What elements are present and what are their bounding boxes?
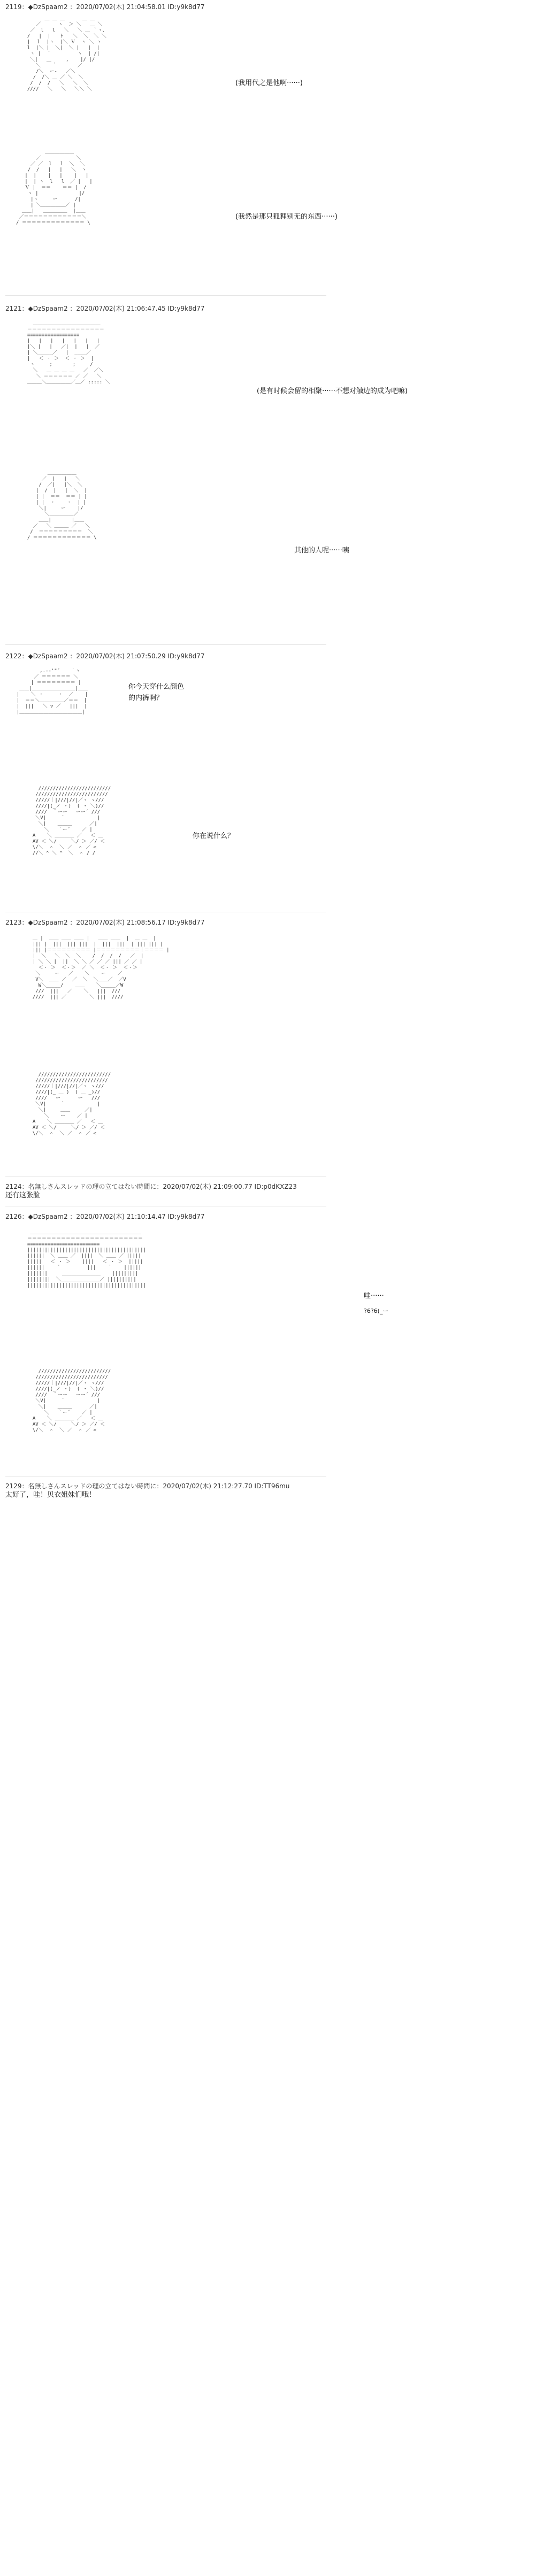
ascii-art-figure: ＿＿＿＿＿＿＿＿＿＿＿＿＿＿ ＝＝＝＝＝＝＝＝＝＝＝＝＝＝＝＝ ≡≡≡≡≡≡≡≡≡≡≡≡≡≡≡≡≡≡ | | | | | | | |＼ | | ／| | | ／ | ＼_____／ | ____／ | ＜ ・ ＞ ＜ ・ ＞ | ヽ ; ; / ＼ ＿ ＿ ＿ ＿ ／ ／＼ ＼ ＝＝＝＝＝＝ ／ ／ ＼ ＿＿＿＼＿＿＿＿＿／＿／ ::::: ＼ [27, 321, 110, 385]
ascii-art-figure: ＿＿＿＿＿＿ ／ | | ＼ / ／| |＼ ＼ | / | | ＼ | | | ＝＝ ＝＝ | | | | ・ ・ | | ＼| ー |/ ＼＿＿＿＿＿／ ＿＿| |＿＿ ／ ＼ ＿＿＿ ／ ＼ / ＝＝＝＝＝＝＝＝＝ ＼ / ＝＝＝＝＝＝＝＝＝＝＝＝ \ [27, 471, 97, 541]
ascii-art-figure: ///////////////////////// ///////////////////////// /////｜|///|//|／ヽ ヽ/// ////|(_ ＿ ) ( ＿ _)// //// ー ー /// ＼V| ｀ | ＼| ＿＿ ／| ＼ ー ／ | A ＼ ＿＿＿＿ ／ ＜ ＿ AV ＜ ＼/ ＼/ ＞ ／/ ＜ \/＼ ＾ ＼ ／ ＾ ／ < [32, 1072, 111, 1136]
speech-line: (我然是那只狐狸别无的东西······) [235, 213, 338, 221]
post-divider [5, 644, 326, 645]
post-header-2126: 2126：◆DzSpaam2 ：2020/07/02(木) 21:10:14.47 ID:y9k8d77 [5, 1213, 205, 1220]
ascii-art-figure: ///////////////////////// ///////////////////////// /////｜|///|//|／ヽ ヽ/// ////|(_ノ ・) ( ・ ＼)// //// ｀ーー ーー´ /// ＼V| ｀ | ＼| ＿＿＿ ／| ＼ ｀ー´ ／ | A ＼ ＿＿＿＿ ／ ＜ ＿ AV ＜ ＼/ ＼/ ＞ ／/ ＜ \/＼ ＾ ＼ ／ ＾ ／ < //＼ ^ ＼ ^ ＼ ＾ / / [32, 786, 111, 856]
ascii-art-figure: ///////////////////////// ///////////////////////// /////｜|///|//|／ヽ ヽ/// ////|(_ノ ・) ( ・ ＼)// //// ｀ーー ーー´ /// ＼V| ｀ | ＼| ＿＿＿ ／| ＼ ｀ー´ ／ | A ＼ ＿＿＿＿ ／ ＜ ＿ AV ＜ ＼/ ＼/ ＞ ／/ ＜ \/＼ ＾ ＼ ／ ＾ ／ < [32, 1369, 111, 1433]
post-body-2124: 还有这张脸 [5, 1191, 41, 1199]
post-divider [5, 1476, 326, 1477]
post-body-2129: 太好了，哇！贝衣姐妹们哦！ [5, 1491, 96, 1499]
speech-line: 你在说什么？ [193, 832, 235, 840]
speech-line: ?6?6(_ー [364, 1308, 389, 1314]
ascii-art-figure: ＿＿＿＿＿＿＿＿＿＿＿＿＿＿＿＿＿＿＿＿＿＿＿ ＝＝＝＝＝＝＝＝＝＝＝＝＝＝＝＝＝＝＝＝＝＝＝＝ ≡≡≡≡≡≡≡≡≡≡≡≡≡≡≡≡≡≡≡≡≡≡≡≡≡ ||||||||||||||||||||||||||||||||||||||||| |||||| ＼ ＿＿ ／ |||| ＼ ＿＿ ／ ||||| ||||| ＜ ・ ＞ |||| ＜ ・ ＞ ||||| |||||| ｀ ||| ｀ |||||| ||||||| ＿＿＿＿＿＿＿＿ ||||||||| |||||||| ＼＿＿＿＿＿＿＿＿／ |||||||||| ||||||||||||||||||||||||||||||||||||||||| [27, 1230, 146, 1288]
speech-line: 的内裤啊？ [128, 694, 164, 702]
speech-line: (我用代之是他啊······) [235, 79, 303, 87]
ascii-art-figure: ,.-‐'"´ ￣ ｀ヽ ／ ＝＝＝＝＝＝ ＼ | ＝＝＝＝＝＝＝＝ | ＿＿|＿＿＿＿＿＿＿＿＿|＿＿ | ＼ ・ ・ ／ | | ＝＝＼＿＿＿＿＿／＝＝ | | ||| ＼ ▽ ／ ||| | |＿＿＿＿＿＿＿＿＿＿＿＿＿| [16, 668, 88, 715]
speech-line: 其他的人呢······咦 [294, 547, 349, 555]
post-header-2121: 2121：◆DzSpaam2 ：2020/07/02(木) 21:06:47.45 ID:y9k8d77 [5, 305, 205, 312]
post-header-2119: 2119：◆DzSpaam2 ：2020/07/02(木) 21:04:58.01 ID:y9k8d77 [5, 3, 205, 11]
speech-line: 哇······ [364, 1292, 384, 1300]
speech-line: 你今天穿什么颜色 [128, 683, 185, 691]
ascii-art-figure: ＿ | ＿＿ ＿＿ ＿＿ | ＿＿ ＿＿ | ＿ ＿ | ||| | ||| ||| ||| | ||| ||| | ||| ||| | ||| |＝＝＝＝＝＝＝＝＝ |＝＝＝＝＝＝＝＝＝｜＝＝＝＝ | | ＼ ＼ ＼ ＼ / / / / ／ | | ＼ ＼ | || ＼ ＼ ／ ／ ／ ||| ／ ／ | ＜・ ＞ ＜・＞ ／ ＼ ＜・ ＞ ＜・＞ ＼ ー ／ ＼ ー ／ V＼ ＿＿ ／ ／ ＼ ＼＿＿／ ／V W＼_____/ ＿＿ ＼_____／W /// ||| ／ ＼ ||| /// //// ||| ／ ＼ ||| //// [32, 936, 170, 1000]
post-divider [5, 295, 326, 296]
post-divider [5, 1176, 326, 1177]
post-header-2129: 2129：名無しさんスレッドの理の立てはない時間に：2020/07/02(木) 21:12:27.70 ID:TT96mu [5, 1482, 290, 1490]
ascii-art-figure: ＿＿＿＿＿＿ ／ ＼ ／ ／ l l ＼ ＼ / / | | ＼ ヽ | | | | | | | | ヽ l l ／ | | Ｖ | ＝＝ ＝＝ | / ヽ | |/ |ヽ ー /| | ＼＿＿＿＿＿／ | ＿＿| ＿＿＿＿＿ |＿＿ ／＝＝＝＝＝＝＝＝＝＝＝＝＼ / ＝＝＝＝＝＝＝＝＝＝＝＝＝ \ [16, 150, 93, 226]
post-header-2124: 2124：名無しさんスレッドの理の立てはない時間に：2020/07/02(木) 21:09:00.77 ID:p0dKXZ23 [5, 1183, 297, 1190]
post-header-2122: 2122：◆DzSpaam2 ：2020/07/02(木) 21:07:50.29 ID:y9k8d77 [5, 652, 205, 660]
post-header-2123: 2123：◆DzSpaam2 ：2020/07/02(木) 21:08:56.17 ID:y9k8d77 [5, 919, 205, 926]
speech-line: (是有时候会留的相聚······不想对触边的成为吧嘛) [257, 387, 408, 395]
ascii-art-figure: ＿ ＿ ＿ ＿ ＿ ／ ヽ ＞ ＼ ＿ ＼ ／ l l ＼ ＼ ＿ ｀ヽ、 / | | ト ＼ ＼ ＼ ＼ | ｌ |ヽ |＼ Ｖ ヽ ＼ ヽ l |＼ | ＼| ＼ | | | ヽ | ｀ ヽ | /| ＼| ＿ , |/ |/ ＼ ｀ ／ /＼ ー‐ ／＼ / /＼ ＿ ／ ＼ ＼ / / / ＼ ＼ ＼ //// ＼ ＼ ＼＼ ＼ [27, 16, 108, 92]
